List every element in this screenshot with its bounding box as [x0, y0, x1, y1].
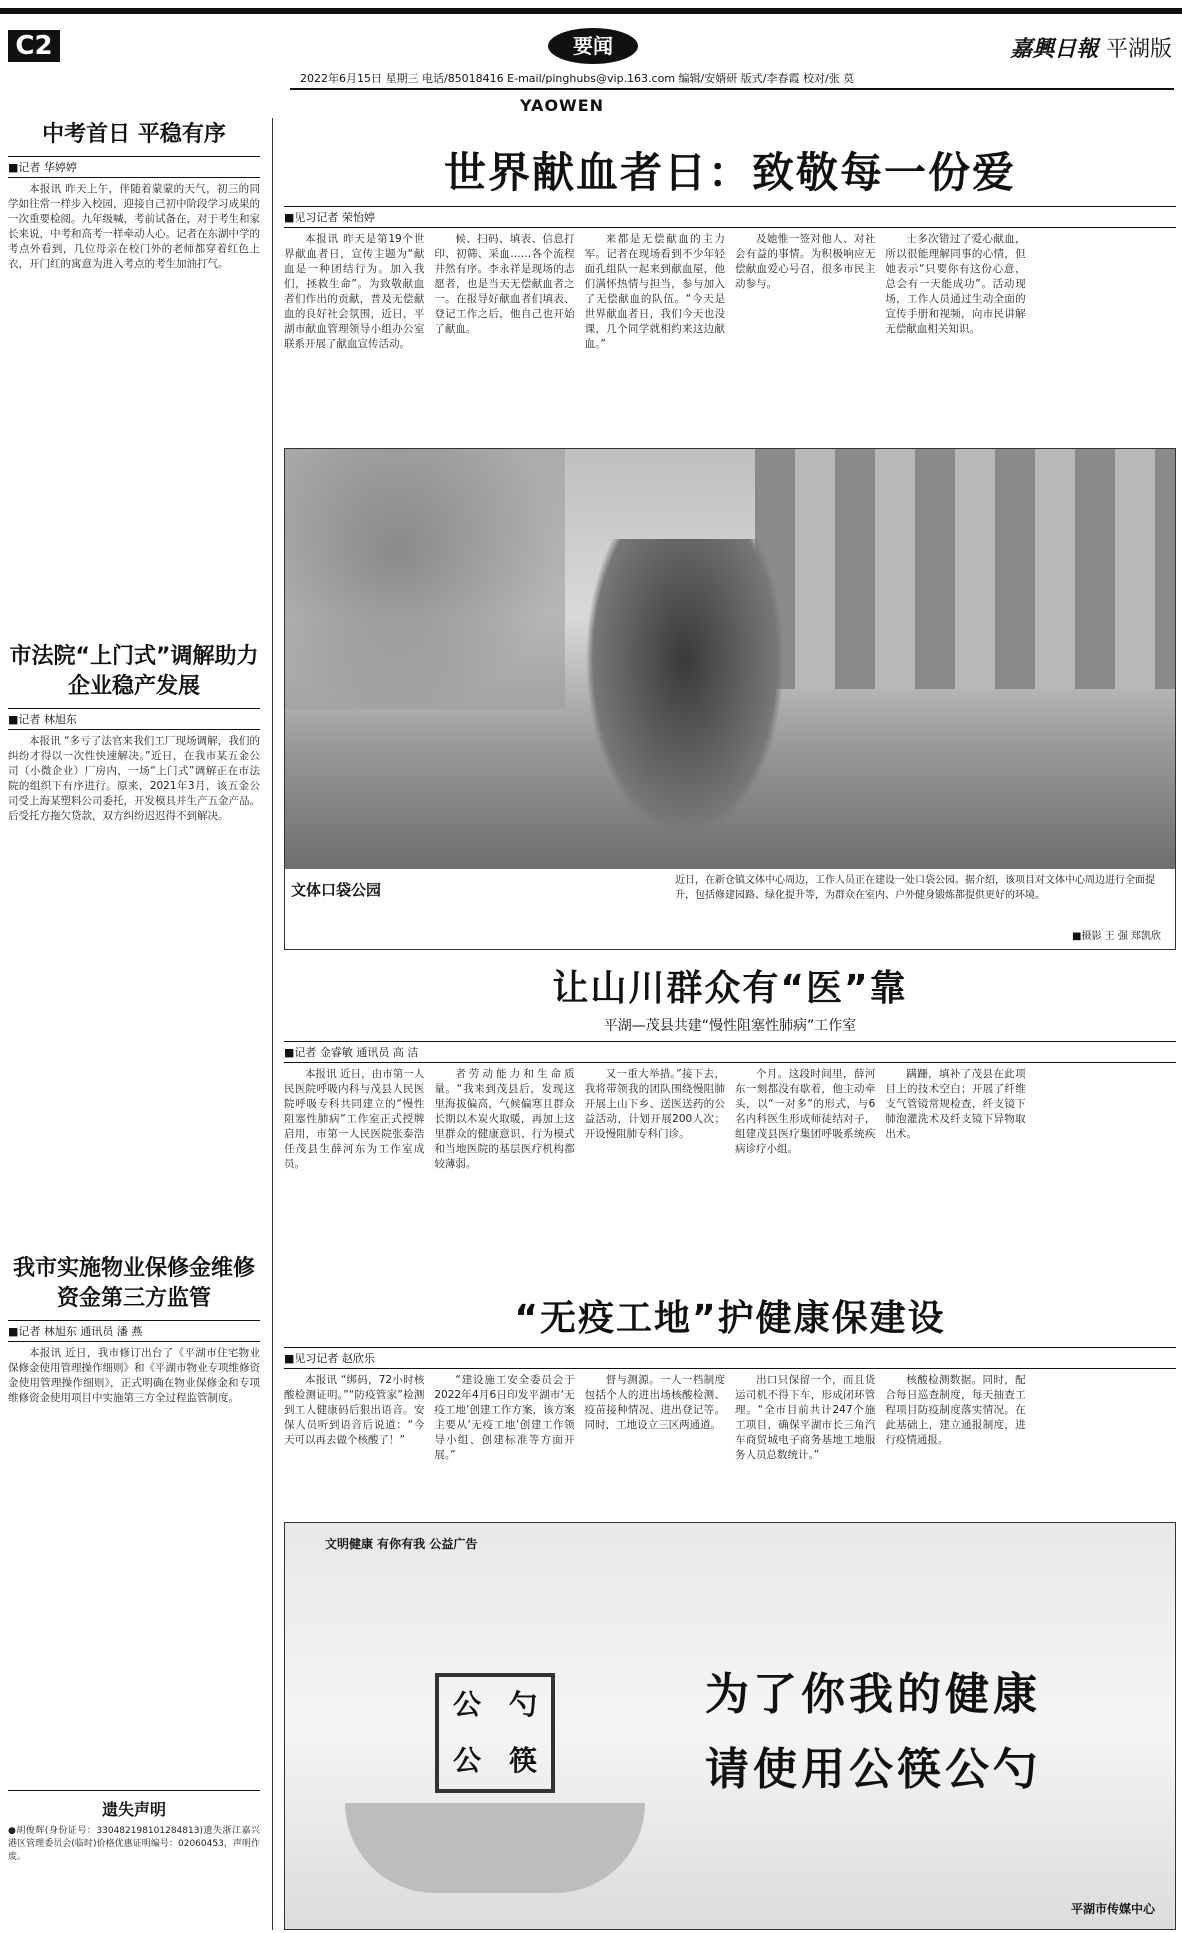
- article-title: 市法院“上门式”调解助力企业稳产发展: [9, 644, 259, 699]
- headline: 让山川群众有“医”靠: [552, 968, 908, 1009]
- article-col: 本报讯 “绑码，72小时核酸检测证明。”“防疫管家”检测到工人健康码后狠出语音。安保人员听到语音后说道：“今天可以再去做个核酸了！”: [284, 1374, 425, 1446]
- header-rule: [290, 88, 1174, 90]
- masthead-logo: 嘉興日報: [1010, 36, 1099, 62]
- photo-place: 文体口袋公园: [291, 881, 382, 899]
- section-pinyin: YAOWEN: [520, 96, 605, 115]
- photo-tree: [285, 449, 565, 709]
- photo-worker: [585, 539, 785, 839]
- article-col: 及她惟一签对他人、对社会有益的事情。为积极响应无偿献血爱心号召，很多市民主动参与。: [734, 233, 876, 290]
- headline: “无疫工地”护健康保建设: [514, 1298, 946, 1339]
- public-service-ad: [284, 1522, 1176, 1930]
- ad-organization: 平湖市传媒中心: [1070, 1902, 1155, 1916]
- column-divider: [272, 118, 273, 1930]
- ad-seal: [435, 1673, 555, 1793]
- article-property: [8, 1254, 260, 1706]
- article-byline: ■见习记者 荣怡婷: [284, 206, 1176, 228]
- ad-tagline: 文明健康 有你有我 公益广告: [325, 1537, 478, 1551]
- article-col: 候、扫码、填表、信息打印、初筛、采血……各个流程井然有序。李永祥是现场的志愿者，也是当天无偿献血者之一。在报导好献血者们填表、登记工作之后，他自己也开始了献血。: [434, 233, 575, 335]
- top-rule: [0, 8, 1182, 26]
- photo-building: [755, 449, 1175, 689]
- seal-char: 筷: [508, 1744, 537, 1777]
- article-worksite: [284, 1290, 1176, 1533]
- left-column: [8, 120, 260, 1930]
- article-columns: [284, 232, 1176, 352]
- article-byline: ■记者 林旭东 通讯员 潘 燕: [8, 1320, 260, 1342]
- lost-notice: [8, 1790, 260, 1864]
- article-title: 我市实施物业保修金维修资金第三方监管: [12, 1256, 255, 1311]
- headline: 世界献血者日：致敬每一份爱: [443, 148, 1016, 197]
- subheadline: 平湖—茂县共建“慢性阻塞性肺病”工作室: [603, 1018, 857, 1034]
- seal-char: 公: [452, 1688, 481, 1721]
- ad-slogan-line2: 请使用公筷公勺: [705, 1744, 1041, 1795]
- article-blood-donation: [284, 140, 1176, 352]
- photo-caption: 近日，在新仓镇文体中心周边，工作人员正在建设一处口袋公园。据介绍，该项目对文体中心周边进行全面提升，包括修建园路、绿化提升等，为群众在室内、户外健身锻炼都提供更好的环境。: [675, 875, 1155, 901]
- article-byline: ■记者 华婷婷: [8, 156, 260, 178]
- news-photo: [284, 448, 1176, 950]
- article-col: 督与测源。一人一档制度包括个人的进出场核酸检测、疫苗接种情况、进出登记等。同时，工地设立三区两通道。: [584, 1374, 725, 1431]
- ad-slogan-line1: 为了你我的健康: [705, 1669, 1041, 1720]
- issue-meta: 2022年6月15日 星期三 电话/85018416 E-mail/pinghubs@vip.163.com 编辑/安婿研 版式/李春霞 校对/张 莫: [300, 72, 855, 85]
- article-col: 蹒跚，填补了茂县在此项目上的技术空白；开展了纤维支气管镜常规检查，纤支镜下肺泡灌洗术及纤支镜下异物取出术。: [885, 1068, 1026, 1140]
- edition-name: 平湖版: [1105, 37, 1172, 62]
- photo-credit: ■摄影 王 强 郑凯欣: [1072, 931, 1161, 942]
- article-body: 本报讯 昨天上午，伴随着蒙蒙的天气，初三的同学如往常一样步入校园，迎接自己初中阶段学习成果的一次重要检阅。九年级喊，考前试备在，对于考生和家长来说，中考和高考一样牵动人心。记者在东湖中学的考点外看到，几位母亲在校门外的老师都穿着红色上衣，开门红的寓意为进入考点的考生加油打气。: [8, 183, 260, 270]
- masthead: [1010, 32, 1172, 63]
- article-col: 来都是无偿献血的主力军。记者在现场看到不少年轻面孔组队一起来到献血屋，他们满怀热情与担当，参与加入了无偿献血的队伍。“今天是世界献血者日，我们今天也没课，几个同学就相约来这边献血。”: [584, 233, 725, 350]
- article-col: 者劳动能力和生命质量。“我来到茂县后，发现这里海拔偏高，气候偏寒且群众长期以木炭火取暖，再加上这里群众的健康意识、行为模式和当地医院的基层医疗机构都较薄弱。: [434, 1068, 575, 1170]
- article-byline: ■见习记者 赵欣乐: [284, 1347, 1176, 1369]
- article-col: 士多次错过了爱心献血，所以很能理解同事的心情，但她表示“只要你有这份心意，总会有一天能成功”。活动现场，工作人员通过生动全面的宣传手册和视频，向市民讲解无偿献血相关知识。: [885, 233, 1026, 335]
- page-number: C2: [8, 30, 60, 62]
- seal-char: 公: [452, 1744, 481, 1777]
- section-badge: 要闻: [548, 28, 638, 64]
- article-col: 核酸检测数据。同时，配合每日巡查制度，每天抽查工程项目防疫制度落实情况。在此基础上，建立通报制度，进行疫情通报。: [885, 1374, 1026, 1446]
- article-body: 本报讯 近日，我市修订出台了《平湖市住宅物业保修金使用管理操作细则》和《平湖市物业专项维修资金使用管理操作细则》，正式明确在物业保修金和专项维修资金使用项目中实施第三方全过程监管制度。: [8, 1347, 260, 1404]
- article-medical: [284, 960, 1176, 1297]
- article-col: 本报讯 近日，由市第一人民医院呼吸内科与茂县人民医院呼吸专科共同建立的“慢性阻塞性肺病”工作室正式授牌启用，市第一人民医院张泰浩任茂县生薛河东为工作室成员。: [284, 1068, 425, 1170]
- photo-image: [285, 449, 1175, 869]
- article-byline: ■记者 林旭东: [8, 708, 260, 730]
- article-columns: [284, 1067, 1176, 1297]
- article-columns: [284, 1373, 1176, 1533]
- article-col: 本报讯 昨天是第19个世界献血者日，宣传主题为“献血是一种团结行为。加入我们，拯救生命”。为致敬献血者们作出的贡献，普及无偿献血的良好社会氛围，近日，平湖市献血管理领导小组办公室联系开展了献血宣传活动。: [284, 233, 425, 350]
- article-col: 个月。这段时间里，薛河东一刻都没有歇着，他主动牵头，以“一对多”的形式，与6名内科医生形成师徒结对子，组建茂县医疗集团呼吸系统疾病诊疗小组。: [734, 1068, 876, 1155]
- article-col: 又一重大举措。”接下去，我将带领我的团队围绕慢阻肺开展上山下乡、送医送药的公益活动，计划开展200人次；开设慢阻肺专科门诊。: [584, 1068, 725, 1140]
- notice-title: 遗失声明: [101, 1800, 166, 1819]
- article-court: [8, 642, 260, 1234]
- notice-body: ●胡俊辉(身份证号：330482198101284813)遗失浙江嘉兴港区管理委员会(临时)价格优惠证明编号：02060453，声明作废。: [8, 1826, 260, 1862]
- article-col: 出口只保留一个，而且货运司机不得下车，形成闭环管理。“全市目前共计247个施工项目，确保平湖市长三角汽车商贸城电子商务基地工地服务人员总数统计。”: [734, 1374, 876, 1461]
- article-zhongkao: [8, 120, 260, 512]
- seal-char: 勺: [508, 1688, 537, 1721]
- page-header: [0, 0, 1182, 115]
- bowl-illustration: [345, 1803, 645, 1893]
- article-body: 本报讯 “多亏了法官来我们工厂现场调解，我们的纠纷才得以一次性快速解决。”近日，在我市某五金公司（小微企业）厂房内，一场“上门式”调解正在市法院的组织下有序进行。原来，2021年3月，该五金公司受上海某塑料公司委托，开发模具并生产五金产品。后受托方拖欠贷款，双方纠纷迟迟得不到解决。: [8, 735, 260, 822]
- article-title: 中考首日 平稳有序: [42, 122, 226, 147]
- article-col: “建设施工安全委员会于2022年4月6日印发平湖市‘无疫工地’创建工作方案，该方案主要从‘无疫工地’创建工作领导小组、创建标准等方面开展。”: [434, 1374, 575, 1461]
- article-byline: ■记者 金睿敏 通讯员 高 洁: [284, 1041, 1176, 1063]
